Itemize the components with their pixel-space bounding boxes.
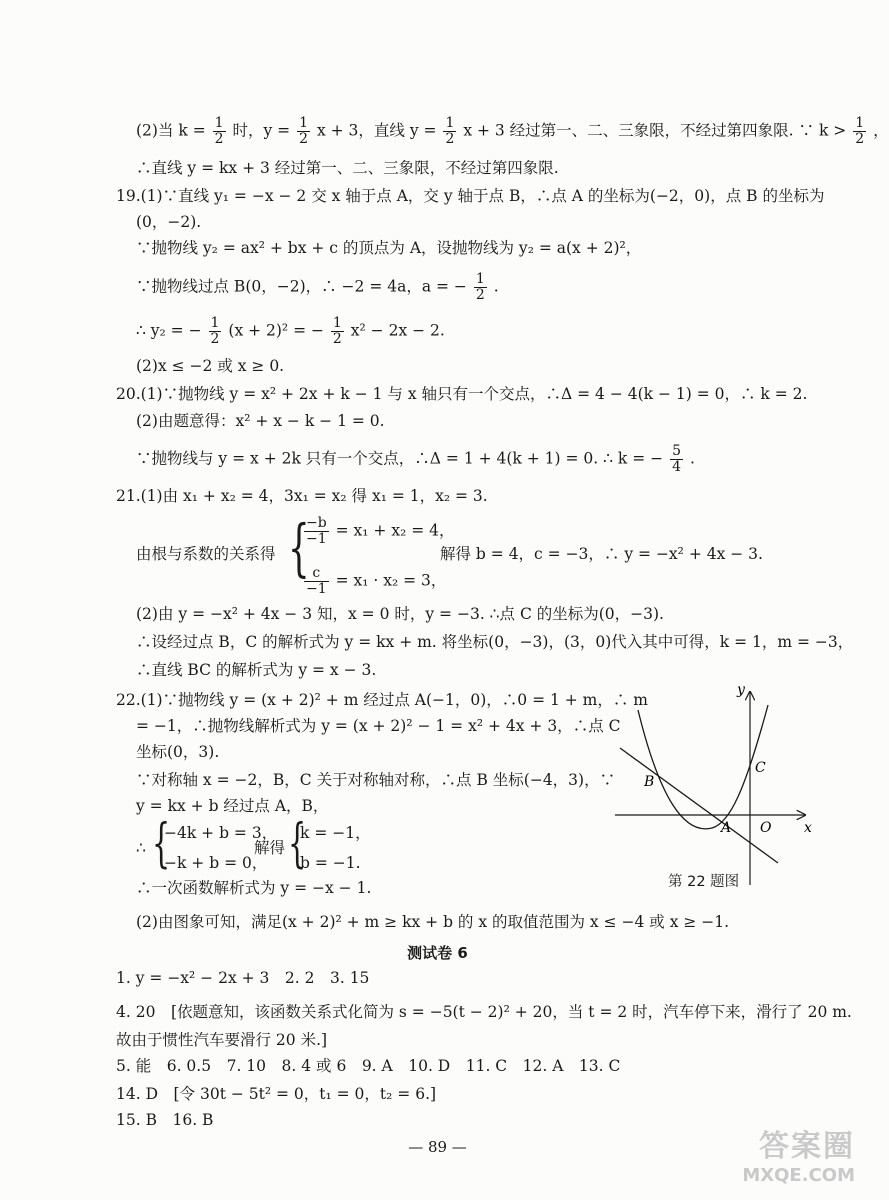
- test6-line1: 1. y = −x² − 2x + 3 2. 2 3. 15: [116, 969, 370, 987]
- page-number: — 89 —: [408, 1138, 467, 1156]
- denominator: 2: [299, 131, 309, 147]
- label-c: C: [755, 760, 766, 776]
- test6-line4: 5. 能 6. 0.5 7. 10 8. 4 或 6 9. A 10. D 11. C 12. A 13. C: [116, 1057, 621, 1075]
- denominator: 2: [214, 131, 224, 147]
- q21-system-lead: 由根与系数的关系得: [136, 545, 276, 563]
- fraction: [304, 566, 329, 597]
- numerator: 5: [672, 443, 682, 459]
- q20-line2: (2)由题意得：x² + x − k − 1 = 0.: [136, 412, 385, 430]
- numerator: 1: [299, 115, 309, 131]
- text: .: [493, 277, 499, 296]
- q20-line1: 20.(1)∵抛物线 y = x² + 2x + k − 1 与 x 轴只有一个交点，∴Δ = 4 − 4(k − 1) = 0，∴ k = 2.: [116, 385, 808, 403]
- q19-line5: [136, 316, 445, 347]
- text: = x₁ · x₂ = 3，: [335, 571, 447, 590]
- fraction: [213, 116, 226, 147]
- text: ∴ y₂ = −: [136, 321, 202, 340]
- left-brace: {: [152, 814, 171, 874]
- label-o: O: [760, 820, 772, 836]
- label-x: x: [804, 820, 812, 836]
- q22-result-b: b = −1.: [300, 854, 361, 872]
- fraction: [297, 116, 310, 147]
- q22-line4: ∵对称轴 x = −2，B，C 关于对称轴对称，∴点 B 坐标(−4，3)，∵: [136, 771, 616, 789]
- label-y: y: [737, 682, 745, 698]
- q22-line2: = −1，∴抛物线解析式为 y = (x + 2)² − 1 = x² + 4x + 3，∴点 C: [136, 717, 621, 735]
- q22-line1: 22.(1)∵抛物线 y = (x + 2)² + m 经过点 A(−1，0)，∴0 = 1 + m，∴ m: [116, 691, 649, 709]
- test6-line6: 15. B 16. B: [116, 1111, 214, 1129]
- q22-system-eq2: −k + b = 0，: [164, 854, 268, 872]
- text: (x + 2)² = −: [228, 321, 324, 340]
- text: (2)当 k =: [136, 121, 206, 140]
- q22-line3: 坐标(0，3).: [136, 743, 220, 761]
- text: x + 3 经过第一、二、三象限，不经过第四象限. ∵ k >: [463, 121, 847, 140]
- q21-solution: 解得 b = 4，c = −3，∴ y = −x² + 4x − 3.: [440, 545, 763, 563]
- q22-solve-label: 解得: [254, 839, 286, 857]
- label-b: B: [644, 774, 655, 790]
- q22-figure: [600, 680, 825, 895]
- q22-figure-caption: 第 22 题图: [668, 874, 740, 890]
- q19-line3: ∵抛物线 y₂ = ax² + bx + c 的顶点为 A，设抛物线为 y₂ = a(x + 2)²，: [136, 239, 642, 257]
- watermark-url: MXQE.COM: [742, 1165, 855, 1186]
- q22-therefore: ∴: [136, 839, 146, 857]
- test6-line3: 故由于惯性汽车要滑行 20 米.]: [116, 1031, 328, 1049]
- text: 时，y =: [232, 121, 291, 140]
- text: ，: [873, 121, 889, 140]
- label-a: A: [721, 820, 732, 836]
- q21-line1: 21.(1)由 x₁ + x₂ = 4，3x₁ = x₂ 得 x₁ = 1，x₂ = 3.: [116, 487, 488, 505]
- q22-result-k: k = −1，: [300, 824, 371, 842]
- q22-line7: ∴一次函数解析式为 y = −x − 1.: [136, 879, 372, 897]
- text: ∵抛物线与 y = x + 2k 只有一个交点，∴Δ = 1 + 4(k + 1) = 0. ∴ k = −: [136, 449, 664, 468]
- q18-part2-line1: [136, 116, 889, 147]
- fraction: [331, 316, 344, 347]
- q21-line4: ∴设经过点 B，C 的解析式为 y = kx + m. 将坐标(0，−3)，(3，0)代入其中可得，k = 1，m = −3，: [136, 633, 854, 651]
- text: x² − 2x − 2.: [350, 321, 445, 340]
- fraction: [209, 316, 222, 347]
- watermark-title: 答案圈: [759, 1129, 855, 1164]
- denominator: 2: [445, 131, 455, 147]
- q19-line1: 19.(1)∵直线 y₁ = −x − 2 交 x 轴于点 A，交 y 轴于点 B，∴点 A 的坐标为(−2，0)，点 B 的坐标为: [116, 187, 825, 205]
- q22-line8: (2)由图象可知，满足(x + 2)² + m ≥ kx + b 的 x 的取值范围为 x ≤ −4 或 x ≥ −1.: [136, 913, 730, 931]
- text: ∵抛物线过点 B(0，−2)，∴ −2 = 4a，a = −: [136, 277, 467, 296]
- q21-line5: ∴直线 BC 的解析式为 y = x − 3.: [136, 661, 377, 679]
- q22-system-eq1: −4k + b = 3，: [164, 824, 278, 842]
- watermark-logo: [742, 1121, 855, 1186]
- numerator: 1: [475, 271, 485, 287]
- fraction: [304, 516, 329, 547]
- q18-part2-line2: ∴直线 y = kx + 3 经过第一、二、三象限，不经过第四象限.: [136, 159, 559, 177]
- numerator: 1: [332, 315, 342, 331]
- numerator: 1: [855, 115, 865, 131]
- numerator: c: [304, 566, 329, 582]
- text: = x₁ + x₂ = 4，: [335, 521, 455, 540]
- q21-system-eq1: [302, 516, 455, 547]
- q21-line3: (2)由 y = −x² + 4x − 3 知，x = 0 时，y = −3. ∴点 C 的坐标为(0，−3).: [136, 605, 664, 623]
- q19-line4: [136, 272, 499, 303]
- numerator: −b: [306, 515, 327, 531]
- numerator: 1: [210, 315, 220, 331]
- test6-line2: 4. 20 [依题意知，该函数关系式化简为 s = −5(t − 2)² + 20，当 t = 2 时，汽车停下来，滑行了 20 m.: [116, 1003, 852, 1021]
- q20-line3: [136, 444, 695, 475]
- left-brace: {: [288, 511, 310, 584]
- denominator: 4: [672, 459, 682, 475]
- numerator: 1: [214, 115, 224, 131]
- fraction: [853, 116, 866, 147]
- left-brace: {: [288, 814, 307, 874]
- fraction: [474, 272, 487, 303]
- denominator: 2: [332, 331, 342, 347]
- fraction: [443, 116, 456, 147]
- denominator: −1: [306, 531, 327, 547]
- denominator: 2: [855, 131, 865, 147]
- text: x + 3，直线 y =: [316, 121, 437, 140]
- text: .: [689, 449, 695, 468]
- numerator: 1: [445, 115, 455, 131]
- fraction: [670, 444, 683, 475]
- parabola-curve: [638, 705, 768, 829]
- q22-line5: y = kx + b 经过点 A，B，: [136, 797, 329, 815]
- denominator: −1: [306, 581, 327, 597]
- denominator: 2: [210, 331, 220, 347]
- section-title: 测试卷 6: [407, 944, 468, 962]
- q21-system-eq2: [302, 566, 446, 597]
- test6-line5: 14. D [令 30t − 5t² = 0，t₁ = 0，t₂ = 6.]: [116, 1085, 437, 1103]
- q19-line6: (2)x ≤ −2 或 x ≥ 0.: [136, 357, 285, 375]
- q19-line2: (0，−2).: [136, 213, 202, 231]
- denominator: 2: [475, 287, 485, 303]
